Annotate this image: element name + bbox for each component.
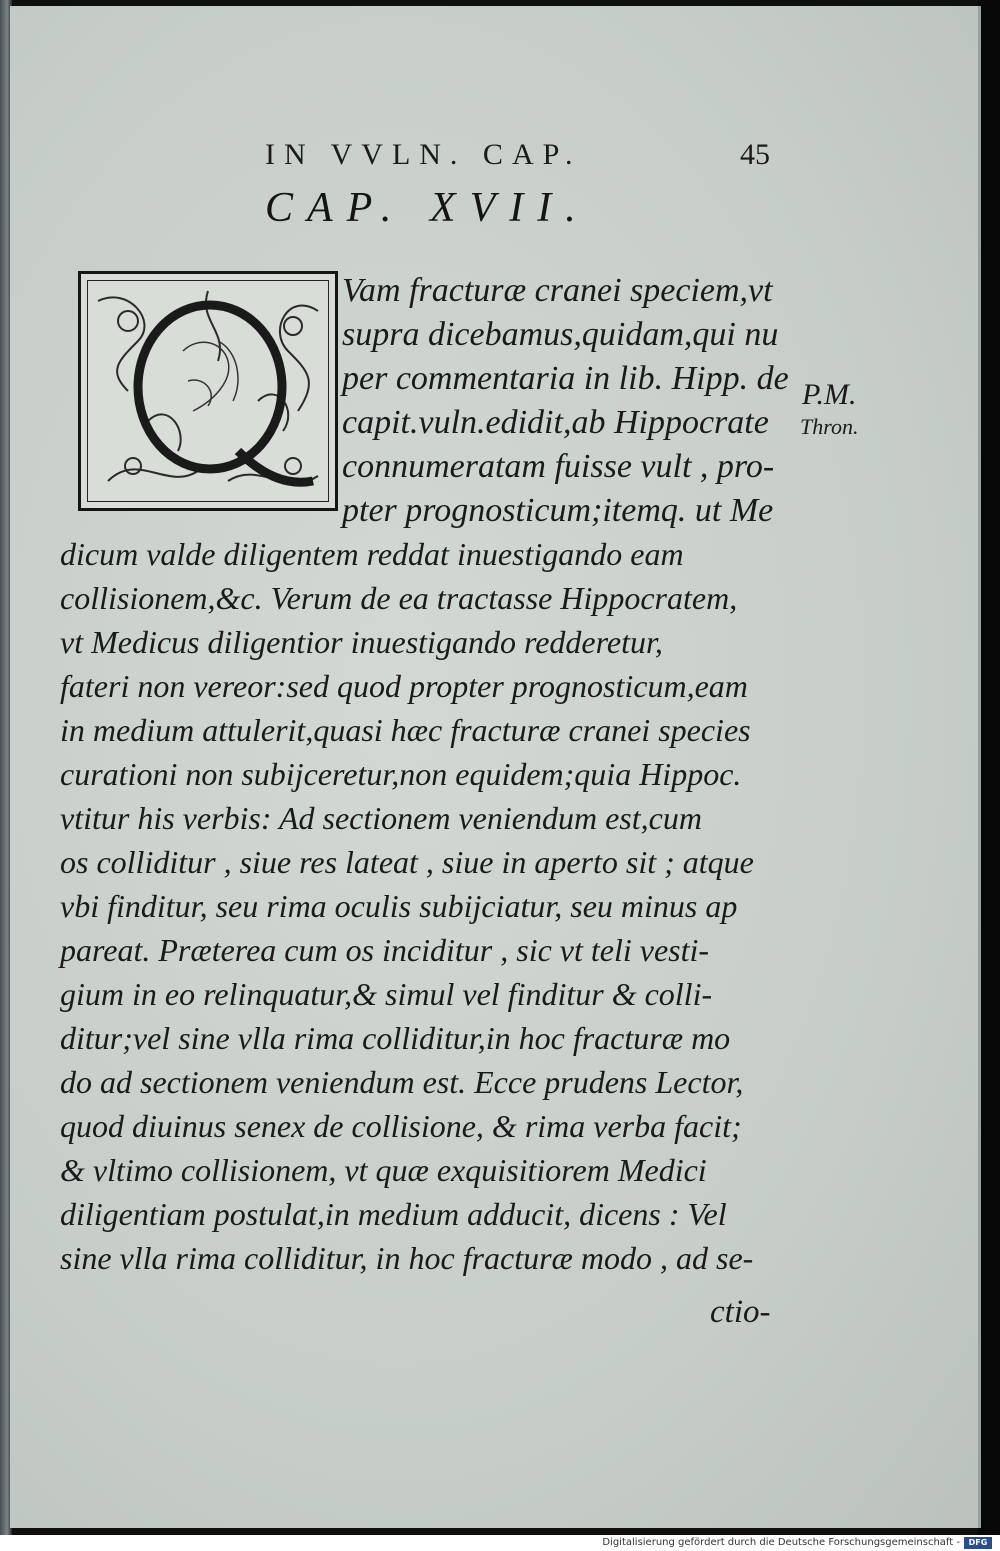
initial-ornament bbox=[87, 280, 329, 502]
text-line: connumeratam fuisse vult , pro- bbox=[342, 448, 775, 485]
text-line: quod diuinus senex de collisione, & rima verba facit; bbox=[60, 1108, 742, 1144]
text-line: pter prognosticum;itemq. ut Me bbox=[342, 492, 774, 529]
text-line: & vltimo collisionem, vt quæ exquisitiorem Medici bbox=[60, 1152, 707, 1188]
funding-credit: Digitalisierung gefördert durch die Deutsche Forschungsgemeinschaft - bbox=[602, 1537, 960, 1548]
footer-bar bbox=[0, 1535, 1000, 1551]
text-line: fateri non vereor:sed quod propter prognosticum,eam bbox=[60, 668, 748, 704]
book-page bbox=[10, 6, 981, 1528]
text-line: vt Medicus diligentior inuestigando redderetur, bbox=[60, 624, 663, 660]
text-line: diligentiam postulat,in medium adducit, dicens : Vel bbox=[60, 1196, 727, 1232]
running-head: IN VVLN. CAP. bbox=[265, 138, 582, 171]
text-line: supra dicebamus,quidam,qui nu bbox=[342, 316, 779, 353]
text-line: dicum valde diligentem reddat inuestigando eam bbox=[60, 536, 684, 572]
text-line: pareat. Præterea cum os inciditur , sic vt teli vesti- bbox=[60, 932, 710, 968]
text-line: Vam fracturæ cranei speciem,vt bbox=[342, 272, 773, 309]
page-number: 45 bbox=[740, 138, 770, 171]
text-line: sine vlla rima colliditur, in hoc fracturæ modo , ad se- bbox=[60, 1240, 754, 1276]
text-line: collisionem,&c. Verum de ea tractasse Hippocratem, bbox=[60, 580, 738, 616]
text-line: curationi non subijceretur,non equidem;quia Hippoc. bbox=[60, 756, 742, 792]
decorated-initial bbox=[78, 271, 338, 511]
dfg-logo-icon: DFG bbox=[964, 1537, 992, 1549]
text-line: per commentaria in lib. Hipp. de bbox=[342, 360, 789, 397]
chapter-title: CAP. XVII. bbox=[265, 185, 590, 231]
page-edge-shadow bbox=[978, 0, 1000, 1535]
margin-note-name: Thron. bbox=[800, 414, 859, 439]
text-line: capit.vuln.edidit,ab Hippocrate bbox=[342, 404, 769, 441]
text-line: ditur;vel sine vlla rima colliditur,in hoc fracturæ mo bbox=[60, 1020, 731, 1056]
text-line: vtitur his verbis: Ad sectionem veniendum est,cum bbox=[60, 800, 702, 836]
text-line: do ad sectionem veniendum est. Ecce prudens Lector, bbox=[60, 1064, 744, 1100]
text-line: in medium attulerit,quasi hæc fracturæ cranei species bbox=[60, 712, 751, 748]
text-line: vbi finditur, seu rima oculis subijciatur, seu minus ap bbox=[60, 888, 738, 924]
floral-ornament-icon bbox=[88, 281, 329, 502]
text-line: os colliditur , siue res lateat , siue in aperto sit ; atque bbox=[60, 844, 754, 880]
catchword: ctio- bbox=[710, 1294, 771, 1330]
margin-note-initials: P.M. bbox=[802, 378, 857, 411]
text-line: gium in eo relinquatur,& simul vel finditur & colli- bbox=[60, 976, 713, 1012]
